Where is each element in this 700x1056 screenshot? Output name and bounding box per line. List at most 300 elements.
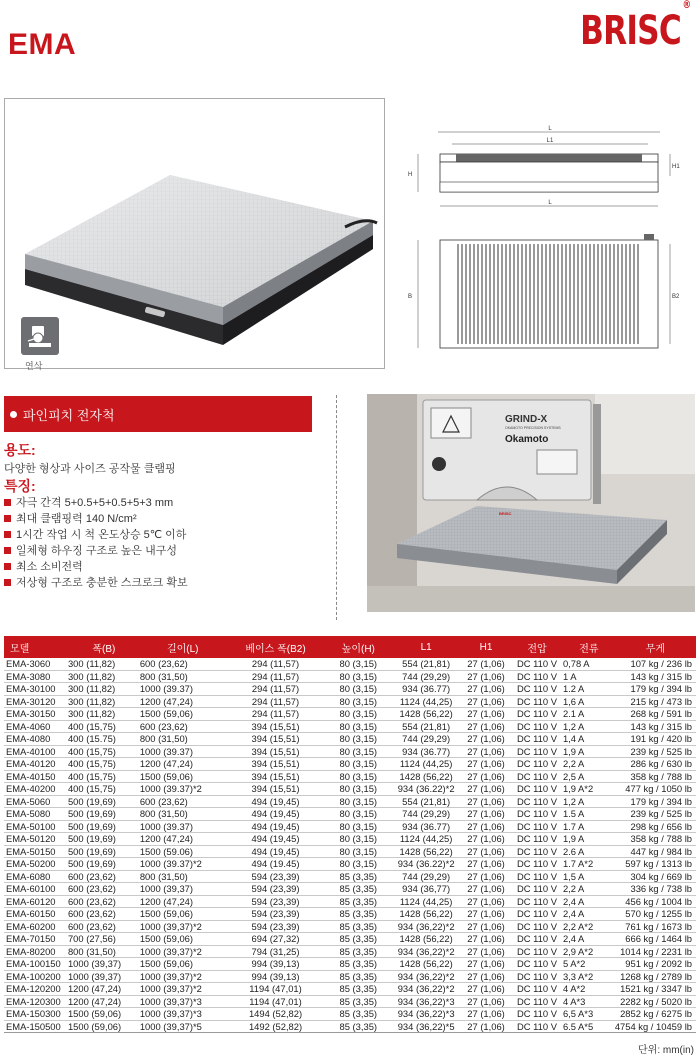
table-cell: 27 (1,06) <box>461 720 511 733</box>
table-cell: 2852 kg / 6275 lb <box>615 1008 696 1021</box>
registered-mark: ® <box>682 0 690 11</box>
table-cell: 1194 (47,01) <box>226 995 326 1008</box>
table-cell: 80 (3,15) <box>325 695 391 708</box>
table-cell: 358 kg / 788 lb <box>615 833 696 846</box>
table-header <box>4 636 696 658</box>
table-row <box>4 895 696 908</box>
table-cell: 1200 (47,24) <box>140 758 226 771</box>
table-cell: EMA-70150 <box>4 933 68 946</box>
table-cell: 27 (1,06) <box>461 870 511 883</box>
table-cell: DC 110 V <box>511 995 563 1008</box>
table-cell: 1,4 A <box>563 733 615 746</box>
usage-text: 다양한 형상과 사이즈 공작물 클램핑 <box>4 463 176 475</box>
table-cell: 1000 (39,37)*5 <box>140 1020 226 1033</box>
feature-item: 1시간 작업 시 척 온도상승 5℃ 이하 <box>4 526 188 542</box>
table-cell: 744 (29,29) <box>391 870 461 883</box>
table-cell: EMA-150300 <box>4 1008 68 1021</box>
table-cell: 80 (3,15) <box>325 658 391 670</box>
table-cell: EMA-40100 <box>4 745 68 758</box>
icon-caption: 연삭 <box>25 361 43 371</box>
table-cell: 2.1 A <box>563 708 615 721</box>
table-cell: 85 (3,35) <box>325 970 391 983</box>
table-cell: 2,2 A <box>563 883 615 896</box>
table-cell: DC 110 V <box>511 858 563 871</box>
table-cell: 27 (1,06) <box>461 733 511 746</box>
table-cell: 934 (36,77) <box>391 883 461 896</box>
table-cell: 27 (1,06) <box>461 1020 511 1033</box>
table-cell: 1124 (44,25) <box>391 758 461 771</box>
table-cell: EMA-3060 <box>4 658 68 670</box>
table-cell: 179 kg / 394 lb <box>615 795 696 808</box>
table-cell: 994 (39,13) <box>226 970 326 983</box>
table-cell: DC 110 V <box>511 883 563 896</box>
table-cell: 694 (27,32) <box>226 933 326 946</box>
table-cell: 191 kg / 420 lb <box>615 733 696 746</box>
table-cell: 27 (1,06) <box>461 920 511 933</box>
table-cell: DC 110 V <box>511 820 563 833</box>
table-cell: 600 (23,62) <box>68 895 140 908</box>
table-cell: 179 kg / 394 lb <box>615 683 696 696</box>
table-cell: DC 110 V <box>511 920 563 933</box>
table-cell: 700 (27,56) <box>68 933 140 946</box>
dim-l: L <box>548 126 552 132</box>
table-cell: 494 (19.45) <box>226 858 326 871</box>
table-cell: EMA-60150 <box>4 908 68 921</box>
table-cell: 2,4 A <box>563 908 615 921</box>
table-cell: 1000 (39.37) <box>140 683 226 696</box>
table-cell: DC 110 V <box>511 720 563 733</box>
table-cell: 27 (1,06) <box>461 770 511 783</box>
table-cell: 27 (1,06) <box>461 845 511 858</box>
table-cell: 1000 (39,37)*2 <box>140 945 226 958</box>
table-row <box>4 770 696 783</box>
banner-text: 파인피치 전자척 <box>23 407 115 423</box>
table-cell: 143 kg / 315 lb <box>615 720 696 733</box>
table-cell: EMA-100200 <box>4 970 68 983</box>
table-cell: 934 (36,22)*3 <box>391 995 461 1008</box>
table-cell: DC 110 V <box>511 895 563 908</box>
table-cell: 85 (3,35) <box>325 883 391 896</box>
table-cell: DC 110 V <box>511 808 563 821</box>
table-cell: 500 (19,69) <box>68 833 140 846</box>
col-length: 길이(L) <box>140 636 226 658</box>
section-divider <box>336 395 337 620</box>
table-cell: 27 (1,06) <box>461 858 511 871</box>
table-cell: 500 (19,69) <box>68 820 140 833</box>
table-cell: 80 (3,15) <box>325 720 391 733</box>
table-cell: 800 (31,50) <box>140 733 226 746</box>
table-cell: 80 (3,15) <box>325 820 391 833</box>
table-cell: 1200 (47,24) <box>140 695 226 708</box>
dim-h1: H1 <box>672 164 680 170</box>
table-row <box>4 958 696 971</box>
table-cell: 1000 (39,37) <box>68 970 140 983</box>
table-cell: 1,9 A*2 <box>563 783 615 796</box>
table-cell: 85 (3,35) <box>325 995 391 1008</box>
square-bullet-icon <box>4 579 11 586</box>
table-cell: 300 (11,82) <box>68 670 140 683</box>
table-cell: 85 (3,35) <box>325 870 391 883</box>
table-cell: 554 (21,81) <box>391 658 461 670</box>
table-row <box>4 858 696 871</box>
table-cell: 600 (23,62) <box>140 720 226 733</box>
table-cell: 27 (1,06) <box>461 808 511 821</box>
table-cell: 1.2 A <box>563 683 615 696</box>
table-cell: 2.6 A <box>563 845 615 858</box>
table-cell: DC 110 V <box>511 845 563 858</box>
table-cell: 1500 (59,06) <box>140 933 226 946</box>
table-cell: 400 (15,75) <box>68 745 140 758</box>
table-cell: 80 (3,15) <box>325 795 391 808</box>
table-cell: 1500 (59,06) <box>68 1020 140 1033</box>
table-cell: DC 110 V <box>511 908 563 921</box>
table-cell: 1500 (59,06) <box>140 958 226 971</box>
table-cell: 600 (23,62) <box>140 795 226 808</box>
table-cell: 300 (11,82) <box>68 695 140 708</box>
table-cell: 27 (1,06) <box>461 758 511 771</box>
table-row <box>4 795 696 808</box>
table-cell: DC 110 V <box>511 933 563 946</box>
table-cell: 951 kg / 2092 lb <box>615 958 696 971</box>
table-cell: 500 (19,69) <box>68 795 140 808</box>
table-cell: EMA-4060 <box>4 720 68 733</box>
table-row <box>4 808 696 821</box>
table-cell: EMA-40200 <box>4 783 68 796</box>
table-cell: 27 (1,06) <box>461 683 511 696</box>
table-cell: 934 (36.22)*2 <box>391 858 461 871</box>
table-cell: 1428 (56,22) <box>391 933 461 946</box>
table-cell: 143 kg / 315 lb <box>615 670 696 683</box>
grinding-wheel-icon <box>26 322 54 350</box>
table-cell: DC 110 V <box>511 945 563 958</box>
table-cell: 80 (3,15) <box>325 733 391 746</box>
table-cell: EMA-4080 <box>4 733 68 746</box>
col-base-width: 베이스 폭(B2) <box>226 636 326 658</box>
table-cell: 0,78 A <box>563 658 615 670</box>
table-cell: 934 (36,22)*3 <box>391 1008 461 1021</box>
table-cell: 27 (1,06) <box>461 795 511 808</box>
table-cell: 215 kg / 473 lb <box>615 695 696 708</box>
dim-h: H <box>408 172 413 178</box>
table-cell: 1014 kg / 2231 lb <box>615 945 696 958</box>
table-cell: 934 (36,22)*2 <box>391 920 461 933</box>
table-cell: EMA-150500 <box>4 1020 68 1033</box>
table-cell: EMA-50200 <box>4 858 68 871</box>
feature-item: 자극 간격 5+0.5+5+0.5+5+3 mm <box>4 494 188 510</box>
table-row <box>4 683 696 696</box>
table-cell: DC 110 V <box>511 658 563 670</box>
table-cell: 85 (3,35) <box>325 895 391 908</box>
table-row <box>4 1020 696 1033</box>
table-cell: EMA-50150 <box>4 845 68 858</box>
table-cell: DC 110 V <box>511 683 563 696</box>
table-cell: 494 (19,45) <box>226 795 326 808</box>
chuck-label: BRISC <box>499 511 512 516</box>
table-cell: 1428 (56,22) <box>391 708 461 721</box>
table-row <box>4 720 696 733</box>
table-cell: 934 (36,22)*2 <box>391 983 461 996</box>
table-cell: 85 (3,35) <box>325 1008 391 1021</box>
table-cell: DC 110 V <box>511 745 563 758</box>
table-row <box>4 845 696 858</box>
machine-sub: OKAMOTO PRECISION SYSTEMS <box>505 426 561 430</box>
table-cell: 2,4 A <box>563 895 615 908</box>
dim-b: B <box>408 294 413 300</box>
square-bullet-icon <box>4 547 11 554</box>
table-cell: 744 (29,29) <box>391 808 461 821</box>
table-cell: 2,5 A <box>563 770 615 783</box>
table-cell: 1194 (47,01) <box>226 983 326 996</box>
table-row <box>4 883 696 896</box>
table-cell: 27 (1,06) <box>461 908 511 921</box>
table-cell: 27 (1,06) <box>461 983 511 996</box>
table-cell: EMA-6080 <box>4 870 68 883</box>
table-cell: 600 (23,62) <box>140 658 226 670</box>
machine-logo: Okamoto <box>505 434 549 445</box>
table-cell: 4754 kg / 10459 lb <box>615 1020 696 1033</box>
table-cell: 1,9 A <box>563 745 615 758</box>
table-cell: 494 (19,45) <box>226 845 326 858</box>
col-h1: H1 <box>461 636 511 658</box>
table-cell: 554 (21,81) <box>391 720 461 733</box>
table-cell: 336 kg / 738 lb <box>615 883 696 896</box>
square-bullet-icon <box>4 563 11 570</box>
table-cell: 27 (1,06) <box>461 783 511 796</box>
col-weight: 무게 <box>615 636 696 658</box>
table-cell: 298 kg / 656 lb <box>615 820 696 833</box>
table-cell: EMA-30120 <box>4 695 68 708</box>
table-cell: 934 (36.77) <box>391 683 461 696</box>
table-cell: 494 (19,45) <box>226 808 326 821</box>
table-cell: DC 110 V <box>511 1020 563 1033</box>
table-row <box>4 733 696 746</box>
table-cell: 304 kg / 669 lb <box>615 870 696 883</box>
table-cell: 1.5 A <box>563 808 615 821</box>
table-cell: EMA-60100 <box>4 883 68 896</box>
table-cell: DC 110 V <box>511 770 563 783</box>
table-cell: 934 (36,22)*2 <box>391 970 461 983</box>
table-cell: 600 (23,62) <box>68 883 140 896</box>
table-row <box>4 833 696 846</box>
machine-photo <box>367 394 695 612</box>
table-cell: 27 (1,06) <box>461 820 511 833</box>
table-cell: EMA-30100 <box>4 683 68 696</box>
table-cell: 85 (3,35) <box>325 958 391 971</box>
table-cell: 1000 (39,37)*3 <box>140 995 226 1008</box>
table-cell: 27 (1,06) <box>461 945 511 958</box>
table-cell: 85 (3,35) <box>325 920 391 933</box>
table-cell: 1124 (44,25) <box>391 895 461 908</box>
table-cell: 1428 (56,22) <box>391 958 461 971</box>
table-cell: 394 (15,51) <box>226 733 326 746</box>
table-cell: 934 (36.77) <box>391 820 461 833</box>
table-cell: DC 110 V <box>511 983 563 996</box>
table-cell: 800 (31,50) <box>140 870 226 883</box>
table-row <box>4 708 696 721</box>
table-cell: EMA-80200 <box>4 945 68 958</box>
table-cell: 107 kg / 236 lb <box>615 658 696 670</box>
table-cell: DC 110 V <box>511 795 563 808</box>
table-cell: 80 (3,15) <box>325 670 391 683</box>
table-row <box>4 820 696 833</box>
table-cell: EMA-30150 <box>4 708 68 721</box>
table-cell: 1428 (56,22) <box>391 908 461 921</box>
table-cell: EMA-40120 <box>4 758 68 771</box>
table-cell: 400 (15,75) <box>68 770 140 783</box>
table-cell: 600 (23,62) <box>68 920 140 933</box>
table-cell: 80 (3,15) <box>325 683 391 696</box>
table-cell: 1268 kg / 2789 lb <box>615 970 696 983</box>
table-cell: 934 (36,22)*5 <box>391 1020 461 1033</box>
product-photo <box>4 98 385 369</box>
table-cell: 500 (19,69) <box>68 845 140 858</box>
table-cell: 1000 (39.37) <box>140 745 226 758</box>
table-cell: 570 kg / 1255 lb <box>615 908 696 921</box>
table-cell: 294 (11,57) <box>226 658 326 670</box>
table-cell: 1 A <box>563 670 615 683</box>
table-cell: 594 (23,39) <box>226 908 326 921</box>
table-row <box>4 1008 696 1021</box>
table-cell: 1,5 A <box>563 870 615 883</box>
table-cell: 761 kg / 1673 lb <box>615 920 696 933</box>
page-title: EMA <box>8 28 77 61</box>
table-cell: DC 110 V <box>511 783 563 796</box>
table-row <box>4 995 696 1008</box>
table-cell: 400 (15,75) <box>68 720 140 733</box>
table-cell: EMA-3080 <box>4 670 68 683</box>
table-cell: 1000 (39.37)*2 <box>140 858 226 871</box>
table-cell: 85 (3,35) <box>325 1020 391 1033</box>
table-cell: 6,5 A*3 <box>563 1008 615 1021</box>
table-cell: 1000 (39,37) <box>140 883 226 896</box>
table-cell: 597 kg / 1313 lb <box>615 858 696 871</box>
table-cell: 494 (19,45) <box>226 833 326 846</box>
table-cell: 494 (19,45) <box>226 820 326 833</box>
table-cell: 1000 (39.37) <box>140 820 226 833</box>
machine-brand: GRIND-X <box>505 414 548 425</box>
bullet-icon <box>10 411 17 418</box>
square-bullet-icon <box>4 515 11 522</box>
table-row <box>4 870 696 883</box>
table-cell: 27 (1,06) <box>461 658 511 670</box>
table-cell: 600 (23,62) <box>68 908 140 921</box>
table-cell: 27 (1,06) <box>461 933 511 946</box>
table-cell: 27 (1,06) <box>461 958 511 971</box>
table-cell: 1500 (59,06) <box>68 1008 140 1021</box>
table-row <box>4 758 696 771</box>
features-heading: 특징: <box>4 478 36 494</box>
table-cell: 239 kg / 525 lb <box>615 745 696 758</box>
table-cell: 1.7 A*2 <box>563 858 615 871</box>
table-cell: 500 (19,69) <box>68 808 140 821</box>
col-model: 모델 <box>4 636 68 658</box>
table-cell: 800 (31,50) <box>68 945 140 958</box>
table-cell: 800 (31,50) <box>140 670 226 683</box>
table-cell: DC 110 V <box>511 958 563 971</box>
col-width: 폭(B) <box>68 636 140 658</box>
table-cell: 1000 (39,37) <box>68 958 140 971</box>
table-cell: 934 (36,22)*2 <box>391 945 461 958</box>
table-cell: 27 (1,06) <box>461 745 511 758</box>
table-cell: 80 (3,15) <box>325 858 391 871</box>
table-row <box>4 783 696 796</box>
table-cell: DC 110 V <box>511 733 563 746</box>
table-cell: 1,2 A <box>563 720 615 733</box>
table-cell: 6.5 A*5 <box>563 1020 615 1033</box>
table-cell: 1000 (39,37)*2 <box>140 983 226 996</box>
col-l1: L1 <box>391 636 461 658</box>
table-cell: 394 (15,51) <box>226 783 326 796</box>
col-current: 전류 <box>563 636 615 658</box>
product-banner <box>4 396 312 432</box>
table-row <box>4 658 696 670</box>
chuck-illustration <box>5 99 384 368</box>
table-cell: 80 (3,15) <box>325 770 391 783</box>
table-cell: 1428 (56,22) <box>391 845 461 858</box>
table-cell: 744 (29,29) <box>391 733 461 746</box>
table-cell: 294 (11,57) <box>226 670 326 683</box>
table-cell: 1500 (59,06) <box>140 708 226 721</box>
table-cell: 500 (19,69) <box>68 858 140 871</box>
table-cell: EMA-120300 <box>4 995 68 1008</box>
table-cell: EMA-50100 <box>4 820 68 833</box>
col-height: 높이(H) <box>325 636 391 658</box>
table-cell: 27 (1,06) <box>461 833 511 846</box>
table-cell: 1500 (59,06) <box>140 908 226 921</box>
spec-table <box>4 636 696 1033</box>
table-cell: 1500 (59.06) <box>140 845 226 858</box>
table-cell: 80 (3,15) <box>325 808 391 821</box>
table-cell: 800 (31,50) <box>140 808 226 821</box>
table-row <box>4 695 696 708</box>
table-cell: 85 (3,35) <box>325 945 391 958</box>
feature-item: 최대 클램핑력 140 N/cm² <box>4 510 188 526</box>
table-cell: 2282 kg / 5020 lb <box>615 995 696 1008</box>
table-cell: 1,2 A <box>563 795 615 808</box>
table-cell: 934 (36.22)*2 <box>391 783 461 796</box>
table-cell: 1000 (39,37)*2 <box>140 970 226 983</box>
table-cell: 1,9 A <box>563 833 615 846</box>
table-cell: 80 (3,15) <box>325 708 391 721</box>
table-cell: 394 (15,51) <box>226 758 326 771</box>
table-row <box>4 670 696 683</box>
table-cell: 300 (11,82) <box>68 708 140 721</box>
table-cell: 1200 (47,24) <box>68 995 140 1008</box>
table-cell: DC 110 V <box>511 708 563 721</box>
features-list <box>4 494 188 590</box>
table-cell: 744 (29,29) <box>391 670 461 683</box>
table-cell: 27 (1,06) <box>461 895 511 908</box>
table-cell: 477 kg / 1050 lb <box>615 783 696 796</box>
table-cell: DC 110 V <box>511 833 563 846</box>
table-cell: 294 (11,57) <box>226 695 326 708</box>
table-cell: 394 (15,51) <box>226 770 326 783</box>
dim-b2: B2 <box>672 294 680 300</box>
grinding-icon <box>21 317 59 355</box>
table-cell: 447 kg / 984 lb <box>615 845 696 858</box>
table-row <box>4 745 696 758</box>
table-cell: 994 (39,13) <box>226 958 326 971</box>
square-bullet-icon <box>4 499 11 506</box>
table-cell: 594 (23,39) <box>226 883 326 896</box>
table-cell: 1200 (47,24) <box>140 833 226 846</box>
table-cell: 394 (15,51) <box>226 720 326 733</box>
dim-l-bottom: L <box>548 200 552 206</box>
table-cell: 1000 (39,37)*2 <box>140 920 226 933</box>
table-cell: DC 110 V <box>511 870 563 883</box>
table-cell: EMA-120200 <box>4 983 68 996</box>
usage-heading: 용도: <box>4 442 36 458</box>
